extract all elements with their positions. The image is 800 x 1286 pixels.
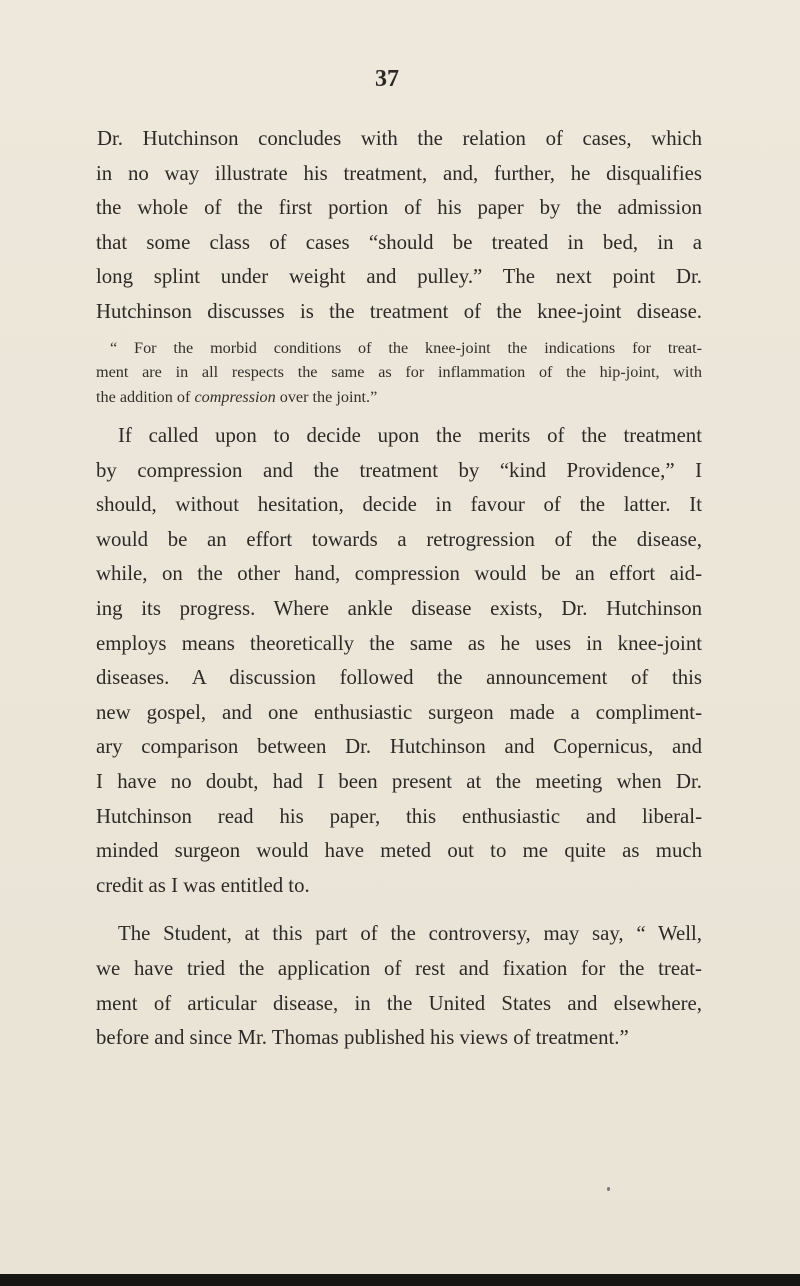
text-line: new gospel, and one enthusiastic surgeon made a compliment-	[96, 700, 702, 724]
quote-text: over the joint.”	[275, 387, 378, 406]
text-line: in no way illustrate his treatment, and, further, he disqualifies	[96, 161, 702, 185]
text-line: credit as I was entitled to.	[96, 873, 310, 897]
quote-line: ment are in all respects the same as for inflammation of the hip-joint, with	[96, 363, 702, 382]
text-line: The Student, at this part of the controversy, may say, “ Well,	[118, 922, 702, 946]
text-line: Hutchinson discusses is the treatment of the knee-joint disease.	[96, 299, 702, 323]
quote-emphasis: compression	[194, 387, 276, 406]
quote-line	[96, 385, 702, 410]
paragraph-2	[96, 419, 702, 903]
scan-bottom-edge	[0, 1274, 800, 1286]
text-line: would be an effort towards a retrogression of the disease,	[96, 527, 702, 551]
text-line: ment of articular disease, in the United States and elsewhere,	[96, 991, 702, 1015]
text-line: the whole of the first portion of his paper by the admission	[96, 196, 702, 220]
page-body	[96, 122, 702, 1056]
text-line: ary comparison between Dr. Hutchinson and Copernicus, and	[96, 735, 702, 759]
text-line: before and since Mr. Thomas published his views of treatment.”	[96, 1026, 629, 1050]
text-line: Hutchinson read his paper, this enthusiastic and liberal-	[96, 804, 702, 828]
text-line: diseases. A discussion followed the announcement of this	[96, 666, 702, 690]
quote-line: “ For the morbid conditions of the knee-joint the indications for treat-	[110, 338, 702, 357]
text-line: ing its progress. Where ankle disease exists, Dr. Hutchinson	[96, 597, 702, 621]
text-line: If called upon to decide upon the merits of the treatment	[118, 424, 702, 448]
text-line: Dr. Hutchinson concludes with the relation of cases, which	[97, 127, 702, 150]
text-line: employs means theoretically the same as he uses in knee-joint	[96, 631, 702, 655]
text-line: I have no doubt, had I been present at the meeting when Dr.	[96, 770, 702, 793]
block-quote	[96, 336, 702, 410]
ink-speck	[607, 1187, 610, 1191]
text-line: minded surgeon would have meted out to me quite as much	[96, 839, 702, 863]
text-line: should, without hesitation, decide in favour of the latter. It	[96, 493, 702, 517]
paragraph-3	[96, 917, 702, 1055]
text-line: that some class of cases “should be treated in bed, in a	[96, 230, 702, 254]
text-line: long splint under weight and pulley.” The next point Dr.	[96, 265, 702, 289]
text-line: by compression and the treatment by “kind Providence,” I	[96, 458, 702, 482]
paragraph-1	[96, 122, 702, 330]
quote-text: the addition of	[96, 387, 195, 406]
text-line: while, on the other hand, compression would be an effort aid-	[96, 562, 702, 586]
text-line: we have tried the application of rest and fixation for the treat-	[96, 956, 702, 980]
page-number: 37	[375, 66, 399, 92]
